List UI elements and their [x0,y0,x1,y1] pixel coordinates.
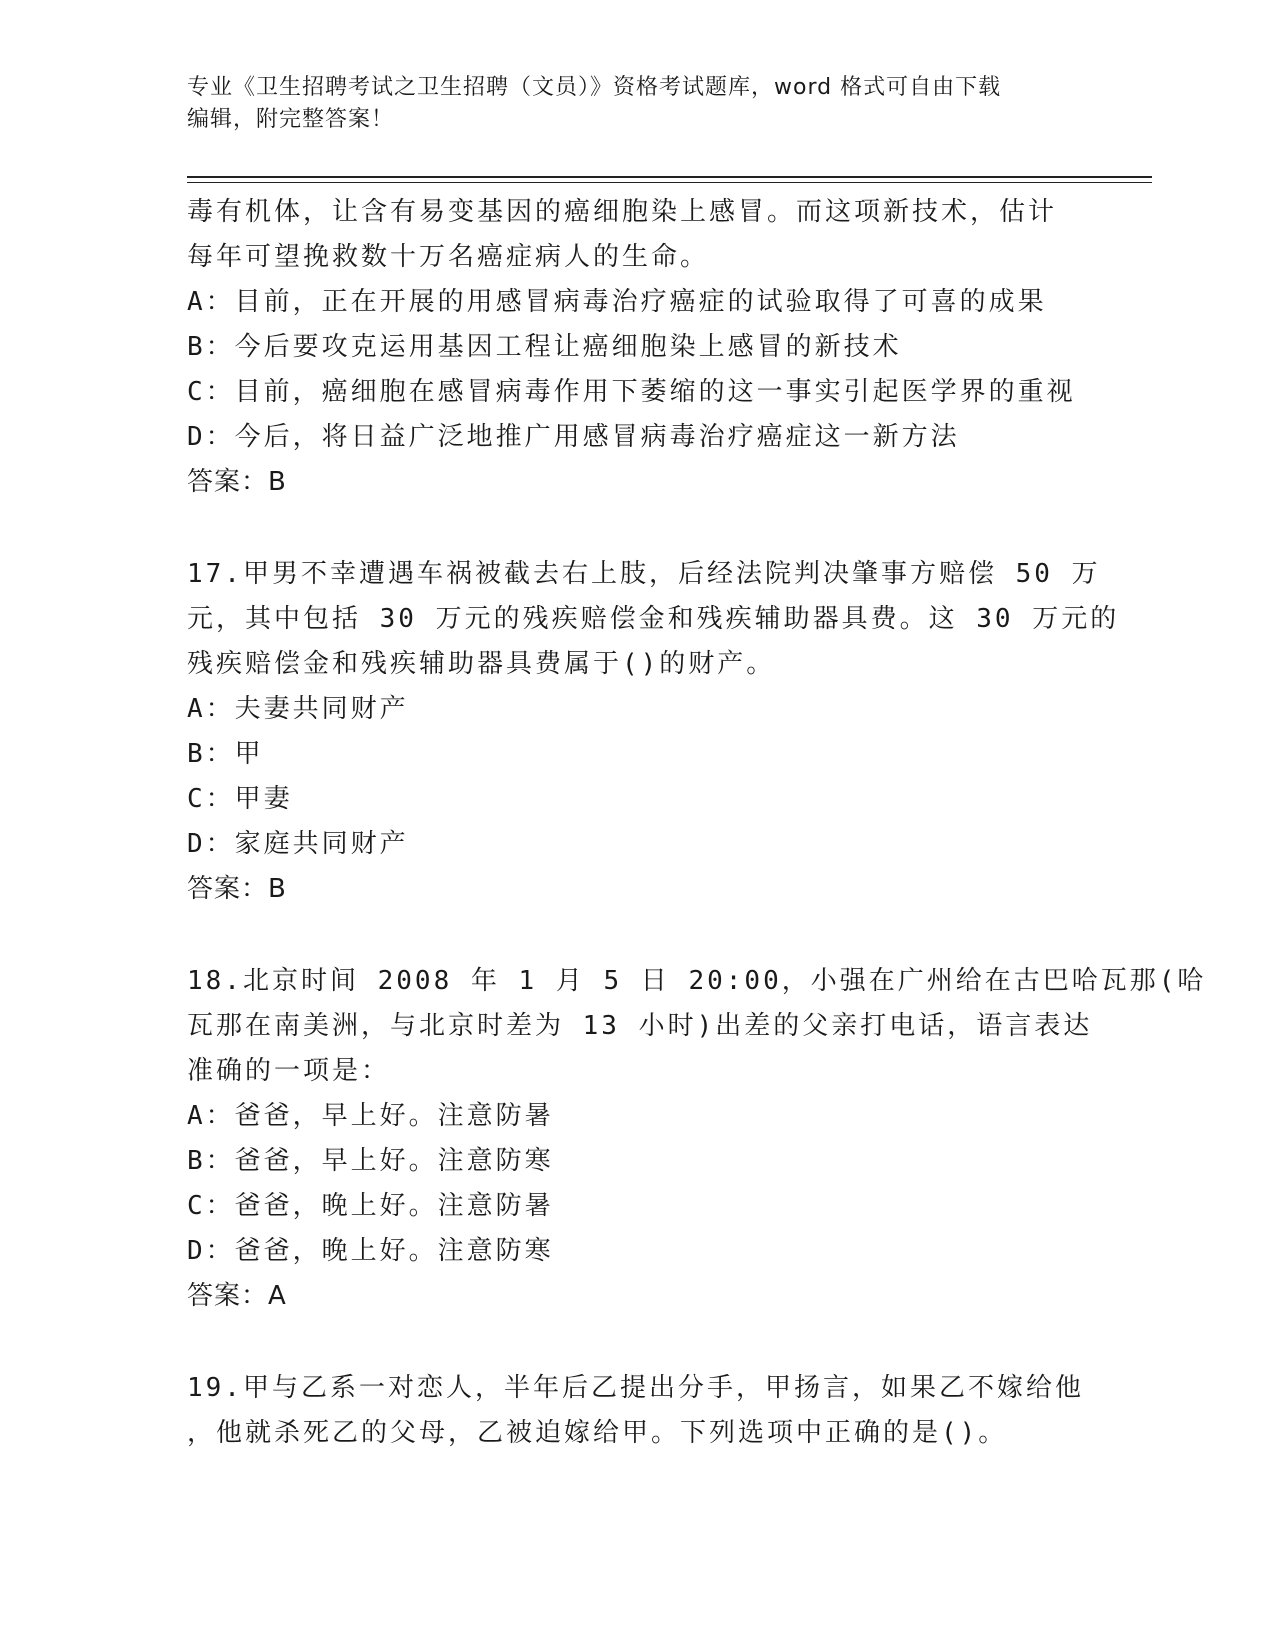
question-text-line: 毒有机体，让含有易变基因的癌细胞染上感冒。而这项新技术，估计 [187,197,1058,227]
question-text-line: 残疾赔偿金和残疾辅助器具费属于()的财产。 [187,649,776,679]
header-line-1: 专业《卫生招聘考试之卫生招聘（文员）》资格考试题库，word 格式可自由下载 [187,75,1002,100]
question-text-line: ，他就杀死乙的父母，乙被迫嫁给甲。下列选项中正确的是()。 [187,1418,1008,1448]
header-divider-thick [187,176,1152,178]
spacer [187,912,1087,959]
option-c: C：目前，癌细胞在感冒病毒作用下萎缩的这一事实引起医学界的重视 [187,377,1076,407]
question-text-line: 瓦那在南美洲，与北京时差为 13 小时)出差的父亲打电话，语言表达 [187,1011,1093,1041]
question-text-line: 元，其中包括 30 万元的残疾赔偿金和残疾辅助器具费。这 30 万元的 [187,604,1120,634]
answer-line: 答案：B [187,874,287,904]
question-text-line: 17.甲男不幸遭遇车祸被截去右上肢，后经法院判决肇事方赔偿 50 万 [187,559,1101,589]
option-c: C：甲妻 [187,784,293,814]
spacer [187,1319,1087,1366]
option-d: D：爸爸，晚上好。注意防寒 [187,1236,554,1266]
question-block-18 [187,959,1207,1319]
option-b: B：甲 [187,739,264,769]
header-divider-thin [187,182,1152,183]
option-d: D：今后，将日益广泛地推广用感冒病毒治疗癌症这一新方法 [187,422,960,452]
document-header [187,72,1087,136]
question-list [187,190,1207,1456]
question-text-line: 每年可望挽救数十万名癌症病人的生命。 [187,242,710,272]
option-b: B：今后要攻克运用基因工程让癌细胞染上感冒的新技术 [187,332,902,362]
header-line-2: 编辑，附完整答案！ [187,107,395,132]
question-text-line: 19.甲与乙系一对恋人，半年后乙提出分手，甲扬言，如果乙不嫁给他 [187,1373,1084,1403]
option-a: A：爸爸，早上好。注意防暑 [187,1101,554,1131]
answer-line: 答案：B [187,467,287,497]
question-block-17 [187,552,1120,912]
option-d: D：家庭共同财产 [187,829,409,859]
question-text-line: 18.北京时间 2008 年 1 月 5 日 20:00，小强在广州给在古巴哈瓦那(哈 [187,966,1207,996]
option-a: A：目前，正在开展的用感冒病毒治疗癌症的试验取得了可喜的成果 [187,287,1047,317]
answer-line: 答案：A [187,1281,287,1311]
option-c: C：爸爸，晚上好。注意防暑 [187,1191,554,1221]
option-b: B：爸爸，早上好。注意防寒 [187,1146,554,1176]
option-a: A：夫妻共同财产 [187,694,409,724]
spacer [187,505,1087,552]
question-block-19 [187,1366,1087,1456]
question-block-16 [187,190,1087,505]
question-text-line: 准确的一项是： [187,1056,391,1086]
